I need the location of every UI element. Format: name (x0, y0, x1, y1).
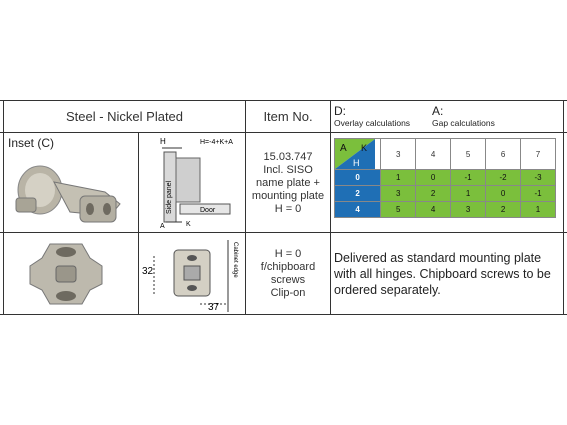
item-line: 15.03.747 (263, 150, 313, 163)
door-label: Door (200, 207, 216, 214)
plate-center (56, 266, 76, 282)
hinge-flange-left (16, 198, 36, 212)
calc-value: -2 (486, 170, 521, 186)
plate-slot-top (56, 247, 76, 257)
col-divider-3 (330, 100, 331, 315)
hinge-photo (10, 152, 130, 228)
plate-hole-top (187, 255, 197, 261)
col-divider-4 (563, 100, 564, 315)
corner-h: H (353, 158, 360, 168)
mounting-plate-photo (20, 238, 120, 310)
k-header: 3 (381, 139, 416, 170)
h-value: 4 (335, 202, 381, 218)
plate-slot-bottom (56, 291, 76, 301)
a-label: A: (432, 104, 444, 118)
calc-value: -1 (451, 170, 486, 186)
item-line: H = 0 (274, 247, 302, 260)
item-line: f/chipboard (260, 260, 316, 273)
diagram-k-label: K (186, 221, 191, 228)
table-border-bottom (0, 314, 567, 315)
hinge-body (176, 158, 200, 202)
dim-width-label: 37 (208, 302, 220, 313)
corner-k: K (361, 143, 368, 153)
item-line: name plate + (256, 176, 320, 189)
item-no-header: Item No. (263, 108, 313, 124)
spec-table (0, 100, 567, 316)
col-divider-0 (3, 100, 4, 315)
header-divider (0, 132, 567, 133)
table-row (335, 186, 556, 202)
calc-value: -1 (521, 186, 556, 202)
d-sublabel: Overlay calculations (334, 118, 411, 128)
calc-value: 1 (381, 170, 416, 186)
calc-value: 0 (416, 170, 451, 186)
cabinet-edge-label: Cabinet edge (232, 242, 238, 278)
plate-center-diagram (184, 266, 200, 280)
h-value: 2 (335, 186, 381, 202)
plate-hole-bottom (187, 285, 197, 291)
calc-value: -3 (521, 170, 556, 186)
d-label: D: (334, 104, 346, 118)
k-header: 7 (521, 139, 556, 170)
table-row (335, 202, 556, 218)
calc-value: 1 (451, 186, 486, 202)
calc-value: 3 (381, 186, 416, 202)
screw-hole-2 (103, 203, 111, 215)
a-sublabel: Gap calculations (432, 118, 495, 128)
diagram-h-label: H (160, 137, 166, 146)
corner-a: A (340, 143, 347, 154)
dim-height-label: 32 (142, 266, 154, 277)
k-header: 4 (416, 139, 451, 170)
plate-diagram (140, 236, 244, 314)
item-line: H = 0 (274, 202, 302, 215)
item-line: Clip-on (270, 286, 306, 299)
gap-header (432, 104, 495, 128)
overlay-header (334, 104, 410, 128)
corner-triangles (335, 139, 375, 169)
table-row (335, 170, 556, 186)
item-line: mounting plate (251, 189, 325, 202)
item-line: screws (270, 273, 306, 286)
inset-diagram (140, 134, 244, 232)
side-panel-label: Side panel (166, 180, 173, 214)
description-text: Delivered as standard mounting plate with all hinges. Chipboard screws to be ordered separately. (334, 250, 551, 297)
calc-value: 2 (486, 202, 521, 218)
k-header: 5 (451, 139, 486, 170)
calc-value: 4 (416, 202, 451, 218)
calc-value: 1 (521, 202, 556, 218)
corner-cell (335, 139, 381, 170)
diagram-a-label: A (160, 223, 165, 230)
k-header: 6 (486, 139, 521, 170)
h-value: 0 (335, 170, 381, 186)
type-label: Inset (C) (8, 136, 55, 150)
calc-value: 0 (486, 186, 521, 202)
calc-table (334, 138, 556, 218)
material-header: Steel - Nickel Plated (65, 108, 184, 124)
item-no-row2 (246, 233, 330, 314)
item-line: Incl. SISO (263, 163, 313, 176)
calc-value: 5 (381, 202, 416, 218)
calc-value: 2 (416, 186, 451, 202)
item-no-row1 (246, 134, 330, 232)
col-divider-1 (138, 132, 139, 315)
calc-value: 3 (451, 202, 486, 218)
diagram-formula: H=-4+K+A (200, 139, 233, 146)
screw-hole-1 (86, 203, 94, 215)
